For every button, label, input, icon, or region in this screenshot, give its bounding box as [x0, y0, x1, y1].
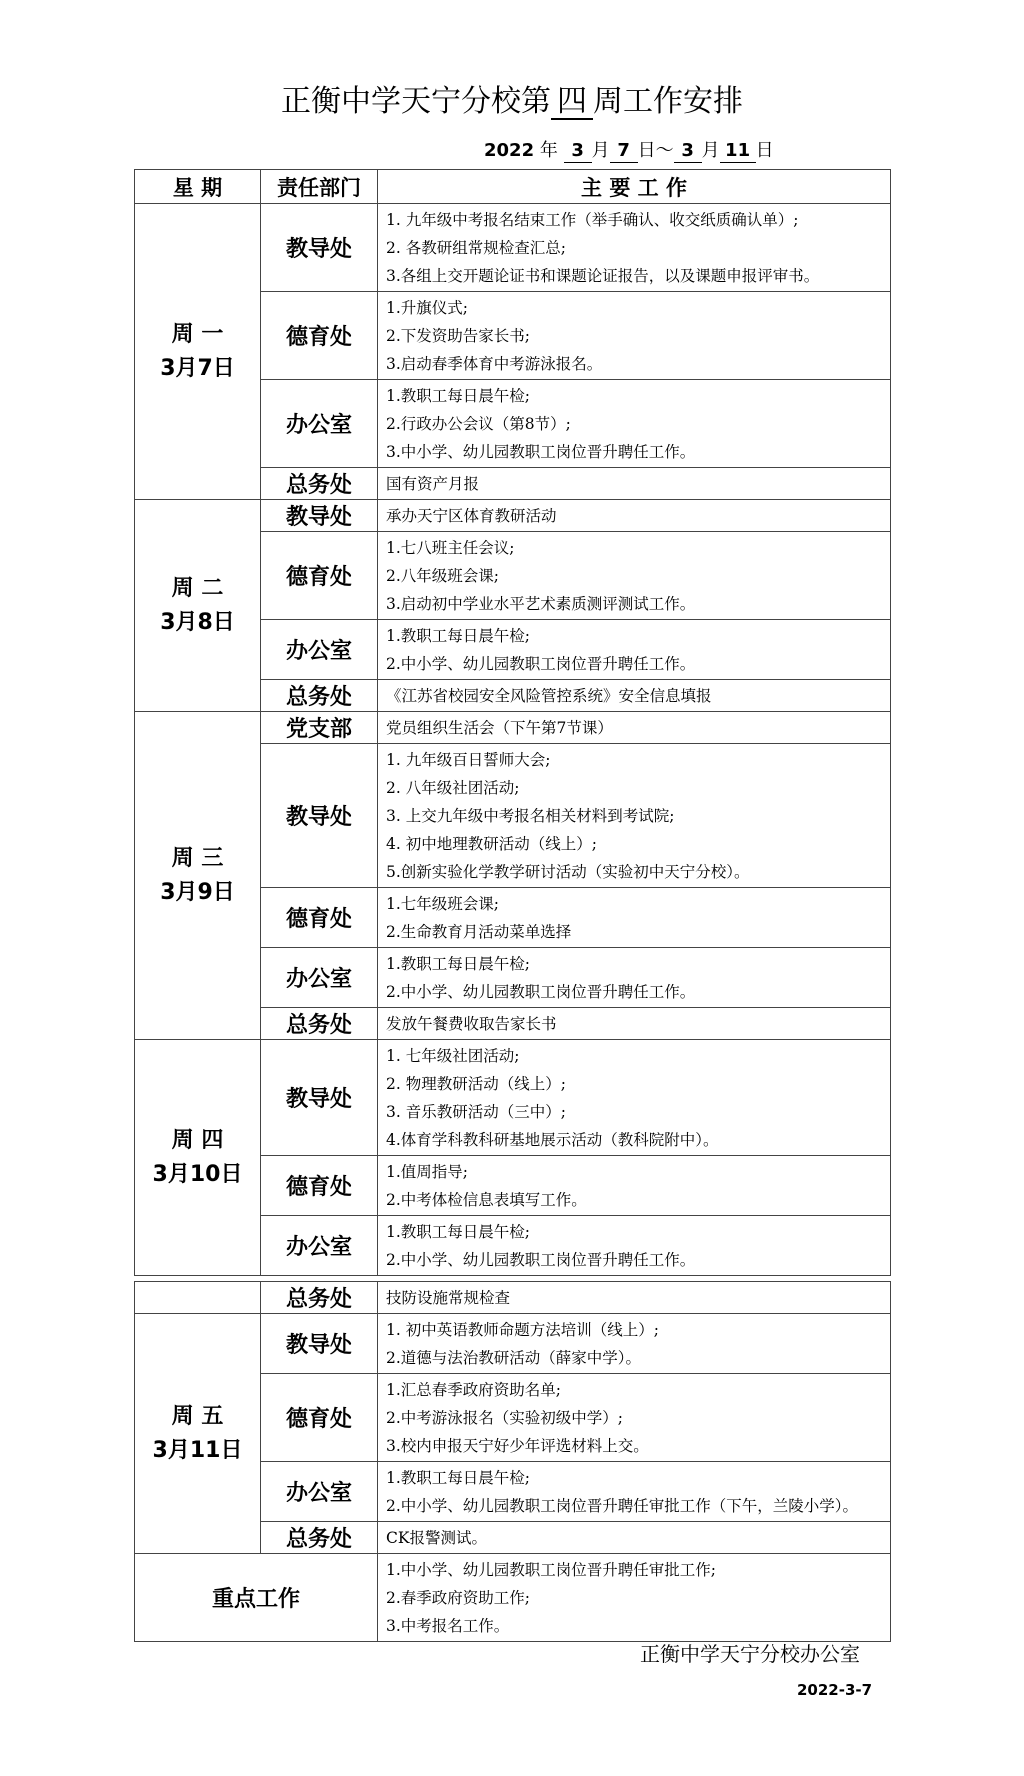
date-label: 3月9日 [160, 879, 235, 905]
task-cell [378, 380, 891, 468]
dept-cell: 德育处 [261, 532, 378, 620]
task-item: 2.中考体检信息表填写工作。 [386, 1190, 587, 1209]
date-label: 3月8日 [160, 609, 235, 635]
task-cell [378, 1314, 891, 1374]
date-label: 3月10日 [152, 1161, 243, 1187]
dept-cell: 总务处 [261, 1522, 378, 1554]
task-item: 2.春季政府资助工作; [386, 1588, 531, 1607]
task-item: 技防设施常规检查 [386, 1288, 511, 1307]
dept-cell: 办公室 [261, 1462, 378, 1522]
dept-cell: 教导处 [261, 744, 378, 888]
dept-cell: 德育处 [261, 888, 378, 948]
task-item: 3.启动初中学业水平艺术素质测评测试工作。 [386, 594, 696, 613]
dept-cell: 总务处 [261, 1282, 378, 1314]
task-item: 1.教职工每日晨午检; [386, 954, 531, 973]
page-title [0, 84, 1024, 120]
footer-organization: 正衡中学天宁分校办公室 [640, 1642, 860, 1666]
task-cell [378, 1374, 891, 1462]
task-item: 2. 八年级社团活动; [386, 778, 520, 797]
task-item: 3.校内申报天宁好少年评选材料上交。 [386, 1436, 649, 1455]
table-row [135, 712, 891, 744]
day-cell [135, 1314, 261, 1554]
task-item: 3.中小学、幼儿园教职工岗位晋升聘任工作。 [386, 442, 696, 461]
task-cell [378, 204, 891, 292]
date-month-label-end: 月 [701, 140, 720, 161]
dept-cell: 总务处 [261, 680, 378, 712]
task-item: 1. 九年级中考报名结束工作（举手确认、收交纸质确认单）; [386, 210, 799, 229]
day-cell [135, 500, 261, 712]
dept-cell: 德育处 [261, 1156, 378, 1216]
title-week-number: 四 [551, 86, 593, 120]
task-item: 2.生命教育月活动菜单选择 [386, 922, 572, 941]
key-work-row [135, 1554, 891, 1642]
dept-cell: 德育处 [261, 1374, 378, 1462]
task-item: 3.启动春季体育中考游泳报名。 [386, 354, 603, 373]
task-cell [378, 680, 891, 712]
task-item: 承办天宁区体育教研活动 [386, 506, 557, 525]
task-item: 1. 九年级百日誓师大会; [386, 750, 551, 769]
task-item: 1. 七年级社团活动; [386, 1046, 520, 1065]
day-cell [135, 1040, 261, 1276]
header-work: 主 要 工 作 [378, 170, 891, 204]
date-year: 2022 [484, 140, 535, 161]
task-item: 2.中小学、幼儿园教职工岗位晋升聘任工作。 [386, 982, 696, 1001]
task-item: 1.教职工每日晨午检; [386, 626, 531, 645]
dept-cell: 教导处 [261, 500, 378, 532]
task-item: 2.道德与法治教研活动（薛家中学）。 [386, 1348, 642, 1367]
task-cell [378, 744, 891, 888]
task-cell [378, 1462, 891, 1522]
dept-cell: 办公室 [261, 620, 378, 680]
task-item: 4. 初中地理教研活动（线上）; [386, 834, 597, 853]
task-cell [378, 468, 891, 500]
task-cell [378, 532, 891, 620]
table-row [135, 1314, 891, 1374]
task-cell [378, 500, 891, 532]
dept-cell: 党支部 [261, 712, 378, 744]
footer-date: 2022-3-7 [797, 1681, 873, 1699]
date-day-label: 日～ [637, 140, 674, 161]
task-item: 3.中考报名工作。 [386, 1616, 510, 1635]
schedule-table [134, 169, 891, 1276]
task-item: 1.中小学、幼儿园教职工岗位晋升聘任审批工作; [386, 1560, 717, 1579]
table-row [135, 1040, 891, 1156]
table-row [135, 1282, 891, 1314]
date-month-label: 月 [591, 140, 610, 161]
day-cell [135, 204, 261, 500]
dept-cell: 教导处 [261, 1040, 378, 1156]
dept-cell: 教导处 [261, 204, 378, 292]
task-item: 2.中小学、幼儿园教职工岗位晋升聘任工作。 [386, 1250, 696, 1269]
date-label: 3月7日 [160, 355, 235, 381]
task-item: 1.教职工每日晨午检; [386, 1222, 531, 1241]
task-item: 1.值周指导; [386, 1162, 469, 1181]
day-cell [135, 712, 261, 1040]
task-cell [378, 712, 891, 744]
key-work-label: 重点工作 [135, 1554, 378, 1642]
task-item: CK报警测试。 [386, 1528, 487, 1547]
task-item: 2.中小学、幼儿园教职工岗位晋升聘任工作。 [386, 654, 696, 673]
dept-cell: 德育处 [261, 292, 378, 380]
task-cell [378, 1282, 891, 1314]
task-item: 5.创新实验化学教学研讨活动（实验初中天宁分校）。 [386, 862, 750, 881]
task-item: 1.教职工每日晨午检; [386, 386, 531, 405]
task-item: 2. 各教研组常规检查汇总; [386, 238, 566, 257]
task-item: 国有资产月报 [386, 474, 480, 493]
date-start-month: 3 [564, 140, 592, 163]
table-row [135, 500, 891, 532]
task-cell [378, 888, 891, 948]
dept-cell: 办公室 [261, 1216, 378, 1276]
date-end-month: 3 [674, 140, 702, 163]
table-row [135, 204, 891, 292]
task-item: 发放午餐费收取告家长书 [386, 1014, 557, 1033]
task-item: 2.八年级班会课; [386, 566, 500, 585]
task-item: 2.行政办公会议（第8节）; [386, 414, 571, 433]
weekday-label: 周 三 [171, 845, 224, 871]
task-cell [378, 1040, 891, 1156]
task-cell [378, 1216, 891, 1276]
task-cell [378, 292, 891, 380]
weekday-label: 周 四 [171, 1127, 224, 1153]
date-end-day: 11 [720, 140, 756, 163]
weekday-label: 周 二 [171, 575, 224, 601]
date-label: 3月11日 [152, 1437, 243, 1463]
task-item: 1.七八班主任会议; [386, 538, 515, 557]
header-day: 星 期 [135, 170, 261, 204]
day-cell-empty [135, 1282, 261, 1314]
dept-cell: 办公室 [261, 948, 378, 1008]
task-item: 2. 物理教研活动（线上）; [386, 1074, 566, 1093]
date-year-label: 年 [539, 140, 558, 161]
task-item: 2.中考游泳报名（实验初级中学）; [386, 1408, 624, 1427]
dept-cell: 教导处 [261, 1314, 378, 1374]
weekday-label: 周 五 [171, 1403, 224, 1429]
task-item: 2.中小学、幼儿园教职工岗位晋升聘任审批工作（下午，兰陵小学）。 [386, 1496, 859, 1515]
schedule-table-continued [134, 1281, 891, 1642]
task-item: 1.升旗仪式; [386, 298, 469, 317]
task-cell [378, 1156, 891, 1216]
task-cell [378, 1008, 891, 1040]
task-cell [378, 1522, 891, 1554]
dept-cell: 办公室 [261, 380, 378, 468]
task-item: 3.各组上交开题论证书和课题论证报告，以及课题申报评审书。 [386, 266, 820, 285]
table-header-row [135, 170, 891, 204]
task-item: 1.七年级班会课; [386, 894, 500, 913]
date-start-day: 7 [610, 140, 638, 163]
task-item: 3. 上交九年级中考报名相关材料到考试院; [386, 806, 675, 825]
task-item: 4.体育学科教科研基地展示活动（教科院附中）。 [386, 1130, 719, 1149]
task-cell [378, 1554, 891, 1642]
title-prefix: 正衡中学天宁分校第 [281, 84, 551, 119]
header-dept: 责任部门 [261, 170, 378, 204]
task-item: 1.汇总春季政府资助名单; [386, 1380, 562, 1399]
date-range [484, 140, 774, 163]
task-cell [378, 948, 891, 1008]
date-day-label-end: 日 [755, 140, 774, 161]
dept-cell: 总务处 [261, 1008, 378, 1040]
dept-cell: 总务处 [261, 468, 378, 500]
task-cell [378, 620, 891, 680]
task-item: 3. 音乐教研活动（三中）; [386, 1102, 566, 1121]
task-item: 1.教职工每日晨午检; [386, 1468, 531, 1487]
task-item: 2.下发资助告家长书; [386, 326, 531, 345]
task-item: 1. 初中英语教师命题方法培训（线上）; [386, 1320, 659, 1339]
task-item: 党员组织生活会（下午第7节课） [386, 718, 613, 737]
title-suffix: 周工作安排 [593, 84, 743, 119]
weekday-label: 周 一 [171, 321, 224, 347]
task-item: 《江苏省校园安全风险管控系统》安全信息填报 [386, 686, 712, 705]
